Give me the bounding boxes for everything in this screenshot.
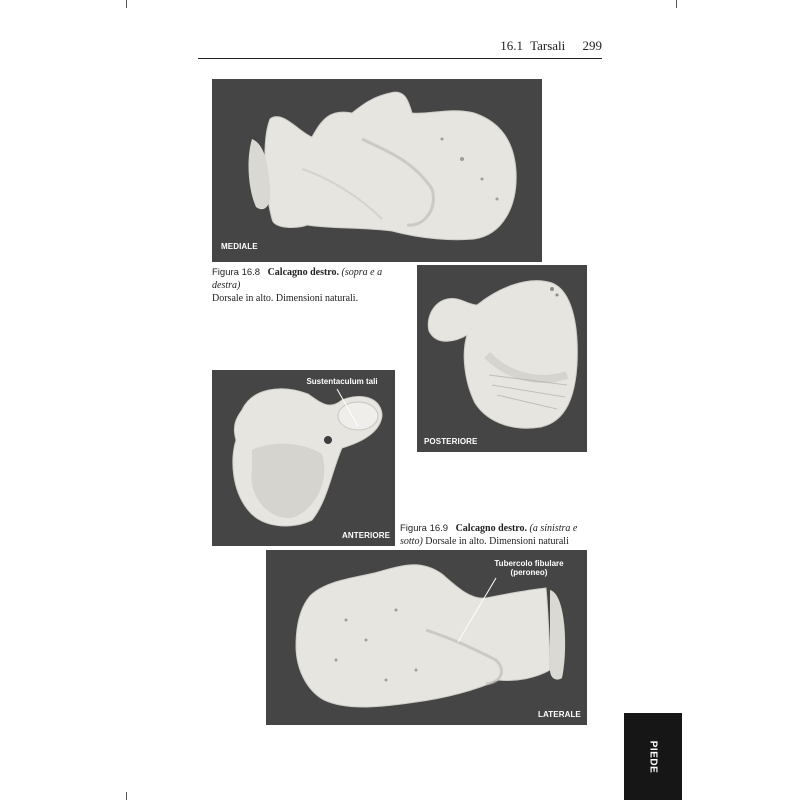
figure-position-note: (a sinistra e (529, 523, 578, 534)
photo-posterior-view (417, 265, 587, 452)
thumb-tab (624, 713, 682, 800)
annotation-fibular-tubercle-line2: (peroneo) (510, 568, 548, 577)
view-label-posterior: POSTERIORE (424, 437, 478, 446)
view-label-anterior: ANTERIORE (342, 531, 391, 540)
figure-position-note-cont: sotto) (400, 536, 423, 547)
photo-anterior-view (212, 370, 395, 546)
figure-title: Calcagno destro. (455, 523, 528, 534)
photo-medial-view (212, 79, 542, 262)
photo-lateral-view (266, 550, 587, 725)
figure-body: Dorsale in alto. Dimensioni naturali. (212, 293, 359, 304)
crop-mark (676, 0, 677, 8)
annotation-fibular-tubercle-line1: Tubercolo fibulare (494, 559, 564, 568)
view-label-lateral: LATERALE (538, 710, 581, 719)
annotation-sustentaculum-tali: Sustentaculum tali (306, 377, 378, 386)
annotation-fibular-tubercle (474, 559, 584, 577)
crop-mark (126, 792, 127, 800)
crop-mark (126, 0, 127, 8)
calcaneus-posterior-illustration (417, 265, 587, 452)
caption-figure-16-9 (400, 522, 590, 548)
view-label-medial: MEDIALE (221, 242, 258, 251)
running-head (198, 38, 602, 54)
figure-body: Dorsale in alto. Dimensioni naturali (425, 536, 569, 547)
section-number: 16.1 (500, 38, 524, 53)
calcaneus-medial-illustration (212, 79, 542, 262)
thumb-tab-label: PIEDE (647, 740, 659, 773)
figure-label: Figura 16.8 (212, 267, 261, 278)
figure-position-note: (sopra e a destra) (212, 267, 383, 291)
figure-label: Figura 16.9 (400, 523, 449, 534)
header-rule (198, 58, 602, 59)
caption-figure-16-8 (212, 266, 412, 305)
section-title: Tarsali (530, 38, 566, 53)
figure-title: Calcagno destro. (267, 267, 340, 278)
calcaneus-anterior-illustration (212, 370, 395, 546)
page-number: 299 (582, 38, 602, 53)
